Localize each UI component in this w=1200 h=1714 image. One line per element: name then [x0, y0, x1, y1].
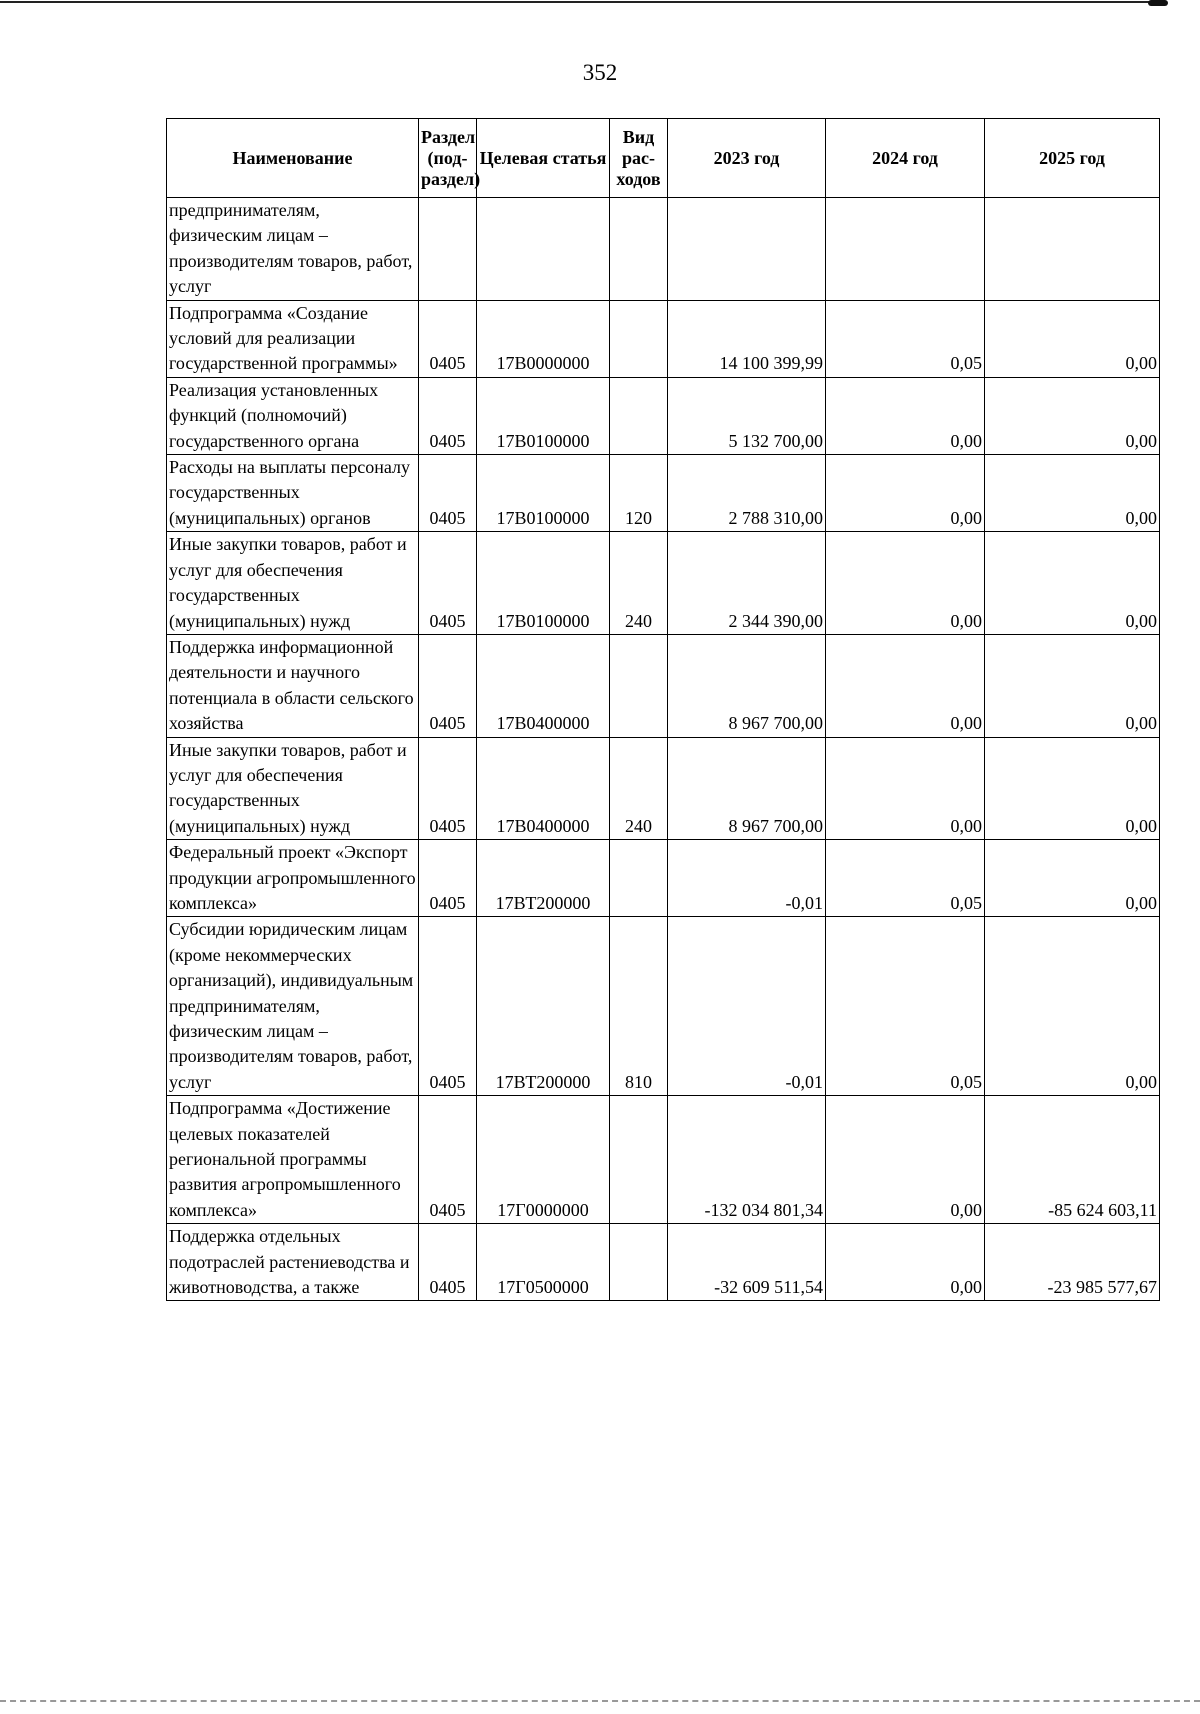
row-2023: 2 788 310,00 [668, 455, 826, 532]
table-row [167, 532, 1160, 635]
row-section: 0405 [419, 1224, 477, 1301]
row-type [610, 634, 668, 737]
table-header-row [167, 119, 1160, 198]
row-target: 17В0100000 [477, 455, 610, 532]
header-target: Целевая статья [477, 119, 610, 198]
row-2024: 0,00 [826, 1096, 985, 1224]
table-row [167, 840, 1160, 917]
row-2025 [985, 198, 1160, 301]
row-section: 0405 [419, 532, 477, 635]
row-section: 0405 [419, 917, 477, 1096]
table-row [167, 634, 1160, 737]
row-2024: 0,00 [826, 1224, 985, 1301]
row-type [610, 840, 668, 917]
row-2024: 0,05 [826, 840, 985, 917]
row-2024: 0,00 [826, 455, 985, 532]
header-2024: 2024 год [826, 119, 985, 198]
row-section: 0405 [419, 634, 477, 737]
table-row [167, 198, 1160, 301]
row-target: 17В0100000 [477, 377, 610, 454]
row-2025: 0,00 [985, 532, 1160, 635]
row-name: Реализация установленных функций (полномочий) государственного органа [167, 377, 419, 454]
row-2024: 0,00 [826, 532, 985, 635]
row-2025: 0,00 [985, 634, 1160, 737]
table-row [167, 917, 1160, 1096]
row-section: 0405 [419, 1096, 477, 1224]
row-type [610, 300, 668, 377]
scan-edge-bottom [0, 1700, 1200, 1705]
row-2024: 0,05 [826, 300, 985, 377]
row-2024: 0,00 [826, 634, 985, 737]
header-2025: 2025 год [985, 119, 1160, 198]
row-target: 17В0400000 [477, 634, 610, 737]
row-2025: 0,00 [985, 377, 1160, 454]
row-2023: 5 132 700,00 [668, 377, 826, 454]
row-name: предпринимателям, физическим лицам – производителям товаров, работ, услуг [167, 198, 419, 301]
header-type: Вид рас-ходов [610, 119, 668, 198]
table-row [167, 1096, 1160, 1224]
row-2024 [826, 198, 985, 301]
row-2025: -85 624 603,11 [985, 1096, 1160, 1224]
row-2023 [668, 198, 826, 301]
row-name: Подпрограмма «Создание условий для реализации государственной программы» [167, 300, 419, 377]
row-2025: -23 985 577,67 [985, 1224, 1160, 1301]
scan-edge-bar [0, 1, 1160, 3]
scan-edge-top [0, 0, 1200, 5]
row-name: Расходы на выплаты персоналу государственных (муниципальных) органов [167, 455, 419, 532]
row-type [610, 377, 668, 454]
row-type [610, 1224, 668, 1301]
row-2025: 0,00 [985, 737, 1160, 840]
row-target [477, 198, 610, 301]
row-2023: 14 100 399,99 [668, 300, 826, 377]
row-target: 17В0000000 [477, 300, 610, 377]
row-name: Субсидии юридическим лицам (кроме некоммерческих организаций), индивидуальным предпринимателям, физическим лицам – производителям товаров, работ, услуг [167, 917, 419, 1096]
row-target: 17Г0500000 [477, 1224, 610, 1301]
row-section: 0405 [419, 300, 477, 377]
row-type: 810 [610, 917, 668, 1096]
row-target: 17В0400000 [477, 737, 610, 840]
row-type: 240 [610, 737, 668, 840]
row-2023: -32 609 511,54 [668, 1224, 826, 1301]
row-section: 0405 [419, 377, 477, 454]
row-name: Поддержка информационной деятельности и научного потенциала в области сельского хозяйства [167, 634, 419, 737]
page-number: 352 [582, 60, 618, 85]
row-2023: 8 967 700,00 [668, 737, 826, 840]
row-2023: -0,01 [668, 840, 826, 917]
row-2023: -132 034 801,34 [668, 1096, 826, 1224]
table-row [167, 737, 1160, 840]
row-name: Подпрограмма «Достижение целевых показателей региональной программы развития агропромышленного комплекса» [167, 1096, 419, 1224]
header-section: Раздел (под-раздел) [419, 119, 477, 198]
row-2025: 0,00 [985, 300, 1160, 377]
table-row [167, 455, 1160, 532]
row-section [419, 198, 477, 301]
row-2024: 0,05 [826, 917, 985, 1096]
row-name: Иные закупки товаров, работ и услуг для обеспечения государственных (муниципальных) нужд [167, 532, 419, 635]
row-2024: 0,00 [826, 737, 985, 840]
row-type [610, 198, 668, 301]
row-2023: 2 344 390,00 [668, 532, 826, 635]
row-2025: 0,00 [985, 840, 1160, 917]
row-section: 0405 [419, 455, 477, 532]
budget-table [166, 118, 1160, 1301]
table-row [167, 1224, 1160, 1301]
row-type [610, 1096, 668, 1224]
scan-edge-mark [1148, 0, 1168, 6]
row-target: 17ВТ200000 [477, 840, 610, 917]
header-name: Наименование [167, 119, 419, 198]
table-row [167, 300, 1160, 377]
row-2025: 0,00 [985, 917, 1160, 1096]
table-body [167, 198, 1160, 1301]
row-type: 120 [610, 455, 668, 532]
row-2025: 0,00 [985, 455, 1160, 532]
row-type: 240 [610, 532, 668, 635]
table-row [167, 377, 1160, 454]
row-target: 17ВТ200000 [477, 917, 610, 1096]
row-target: 17В0100000 [477, 532, 610, 635]
row-target: 17Г0000000 [477, 1096, 610, 1224]
row-section: 0405 [419, 737, 477, 840]
header-2023: 2023 год [668, 119, 826, 198]
row-name: Поддержка отдельных подотраслей растениеводства и животноводства, а также [167, 1224, 419, 1301]
row-2024: 0,00 [826, 377, 985, 454]
row-name: Федеральный проект «Экспорт продукции агропромышленного комплекса» [167, 840, 419, 917]
row-2023: -0,01 [668, 917, 826, 1096]
row-2023: 8 967 700,00 [668, 634, 826, 737]
row-section: 0405 [419, 840, 477, 917]
row-name: Иные закупки товаров, работ и услуг для обеспечения государственных (муниципальных) нужд [167, 737, 419, 840]
